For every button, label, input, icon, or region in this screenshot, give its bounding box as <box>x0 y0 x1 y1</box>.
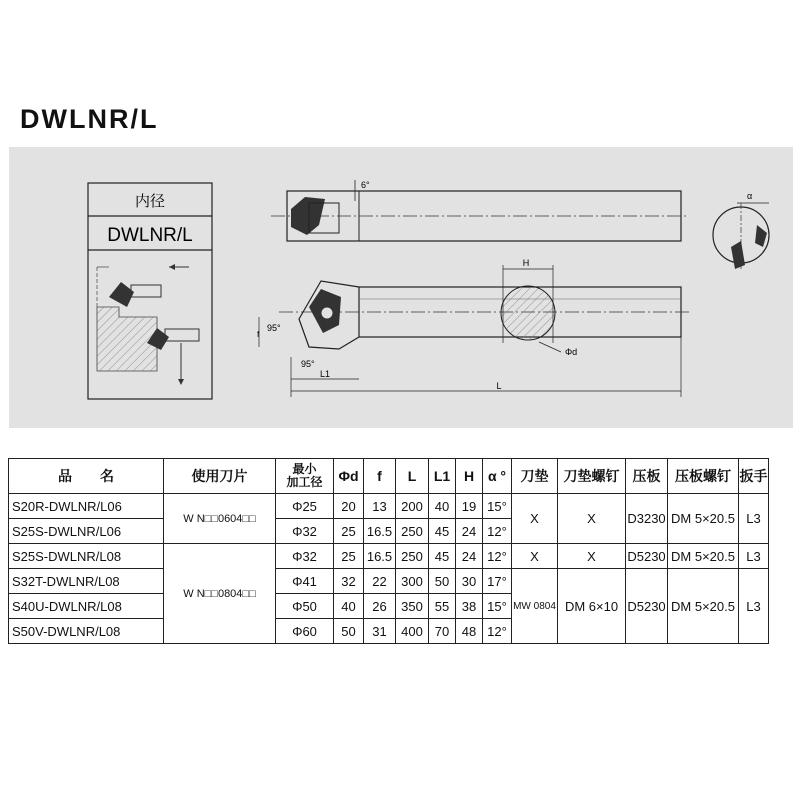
cell-model: S20R-DWLNR/L06 <box>9 494 164 519</box>
cell-clamp: D3230 <box>626 494 668 544</box>
cell-f: 22 <box>364 569 396 594</box>
angle-side-1: 95° <box>267 323 281 333</box>
angle-side-2: 95° <box>301 359 315 369</box>
header-L1: L1 <box>429 459 456 494</box>
cell-alpha: 15° <box>483 594 512 619</box>
cell-alpha: 15° <box>483 494 512 519</box>
header-L: L <box>396 459 429 494</box>
cell-clamp-screw: DM 5×20.5 <box>668 494 739 544</box>
cell-L1: 50 <box>429 569 456 594</box>
spec-table <box>8 458 769 644</box>
cell-clamp: D5230 <box>626 544 668 569</box>
cell-f: 13 <box>364 494 396 519</box>
cell-f: 16.5 <box>364 519 396 544</box>
cell-insert-08: W N□□0804□□ <box>164 544 276 644</box>
cell-L1: 45 <box>429 544 456 569</box>
cell-H: 48 <box>456 619 483 644</box>
cell-clamp: D5230 <box>626 569 668 644</box>
header-alpha: α ° <box>483 459 512 494</box>
cell-clamp-screw: DM 5×20.5 <box>668 569 739 644</box>
cell-min: Φ50 <box>276 594 334 619</box>
cell-L1: 40 <box>429 494 456 519</box>
cell-wrench: L3 <box>739 569 769 644</box>
top-view <box>271 180 689 241</box>
cell-L1: 70 <box>429 619 456 644</box>
header-shim: 刀垫 <box>512 459 558 494</box>
cell-wrench: L3 <box>739 544 769 569</box>
cell-d: 50 <box>334 619 364 644</box>
technical-drawing <box>9 147 793 428</box>
cell-d: 25 <box>334 544 364 569</box>
header-insert: 使用刀片 <box>164 459 276 494</box>
cell-min: Φ60 <box>276 619 334 644</box>
cell-H: 38 <box>456 594 483 619</box>
header-model: 品 名 <box>9 459 164 494</box>
cell-clamp-screw: DM 5×20.5 <box>668 544 739 569</box>
cell-d: 40 <box>334 594 364 619</box>
header-clamp-screw: 压板螺钉 <box>668 459 739 494</box>
cell-L: 400 <box>396 619 429 644</box>
angle-top-label: 6° <box>361 180 370 190</box>
cell-shim: MW 0804 <box>512 569 558 644</box>
cell-shim-screw: X <box>558 494 626 544</box>
dim-phid-label: Φd <box>565 347 578 357</box>
page-title: DWLNR/L <box>20 104 159 134</box>
cell-H: 24 <box>456 544 483 569</box>
angle-alpha-label: α <box>747 191 753 201</box>
cell-min: Φ41 <box>276 569 334 594</box>
cell-model: S25S-DWLNR/L08 <box>9 544 164 569</box>
cell-alpha: 12° <box>483 619 512 644</box>
cell-f: 26 <box>364 594 396 619</box>
header-wrench: 扳手 <box>739 459 769 494</box>
drawing-svg <box>9 147 793 428</box>
dim-f-label: f <box>257 330 260 339</box>
cell-f: 31 <box>364 619 396 644</box>
cell-min: Φ25 <box>276 494 334 519</box>
cell-alpha: 12° <box>483 544 512 569</box>
header-d: Φd <box>334 459 364 494</box>
cell-model: S50V-DWLNR/L08 <box>9 619 164 644</box>
cell-model: S25S-DWLNR/L06 <box>9 519 164 544</box>
dim-L-label: L <box>496 381 502 391</box>
header-f: f <box>364 459 396 494</box>
cell-L1: 55 <box>429 594 456 619</box>
cell-alpha: 17° <box>483 569 512 594</box>
cell-shim: X <box>512 494 558 544</box>
table-row <box>9 569 769 594</box>
side-view <box>257 258 689 397</box>
cell-min: Φ32 <box>276 519 334 544</box>
cell-model: S32T-DWLNR/L08 <box>9 569 164 594</box>
end-view <box>713 191 769 269</box>
header-H: H <box>456 459 483 494</box>
cell-L: 250 <box>396 519 429 544</box>
cell-insert-06: W N□□0604□□ <box>164 494 276 544</box>
cell-L: 200 <box>396 494 429 519</box>
cell-L: 250 <box>396 544 429 569</box>
cell-shim: X <box>512 544 558 569</box>
legend-box <box>88 183 212 399</box>
cell-wrench: L3 <box>739 494 769 544</box>
header-min-bore: 最小 加工径 <box>276 459 334 494</box>
cell-H: 19 <box>456 494 483 519</box>
cell-shim-screw: X <box>558 544 626 569</box>
cell-f: 16.5 <box>364 544 396 569</box>
dim-L1-label: L1 <box>319 369 331 379</box>
cell-L: 300 <box>396 569 429 594</box>
cell-min: Φ32 <box>276 544 334 569</box>
cell-d: 20 <box>334 494 364 519</box>
cell-model: S40U-DWLNR/L08 <box>9 594 164 619</box>
cell-H: 24 <box>456 519 483 544</box>
table-header-row <box>9 459 769 494</box>
cell-shim-screw: DM 6×10 <box>558 569 626 644</box>
header-clamp: 压板 <box>626 459 668 494</box>
dim-H-label: H <box>522 258 530 268</box>
table-row <box>9 494 769 519</box>
cell-d: 32 <box>334 569 364 594</box>
table-row <box>9 544 769 569</box>
legend-model: DWLNR/L <box>107 225 193 246</box>
cell-L: 350 <box>396 594 429 619</box>
cell-L1: 45 <box>429 519 456 544</box>
cell-d: 25 <box>334 519 364 544</box>
cell-H: 30 <box>456 569 483 594</box>
legend-title: 内径 <box>134 193 166 210</box>
header-shim-screw: 刀垫螺钉 <box>558 459 626 494</box>
cell-alpha: 12° <box>483 519 512 544</box>
